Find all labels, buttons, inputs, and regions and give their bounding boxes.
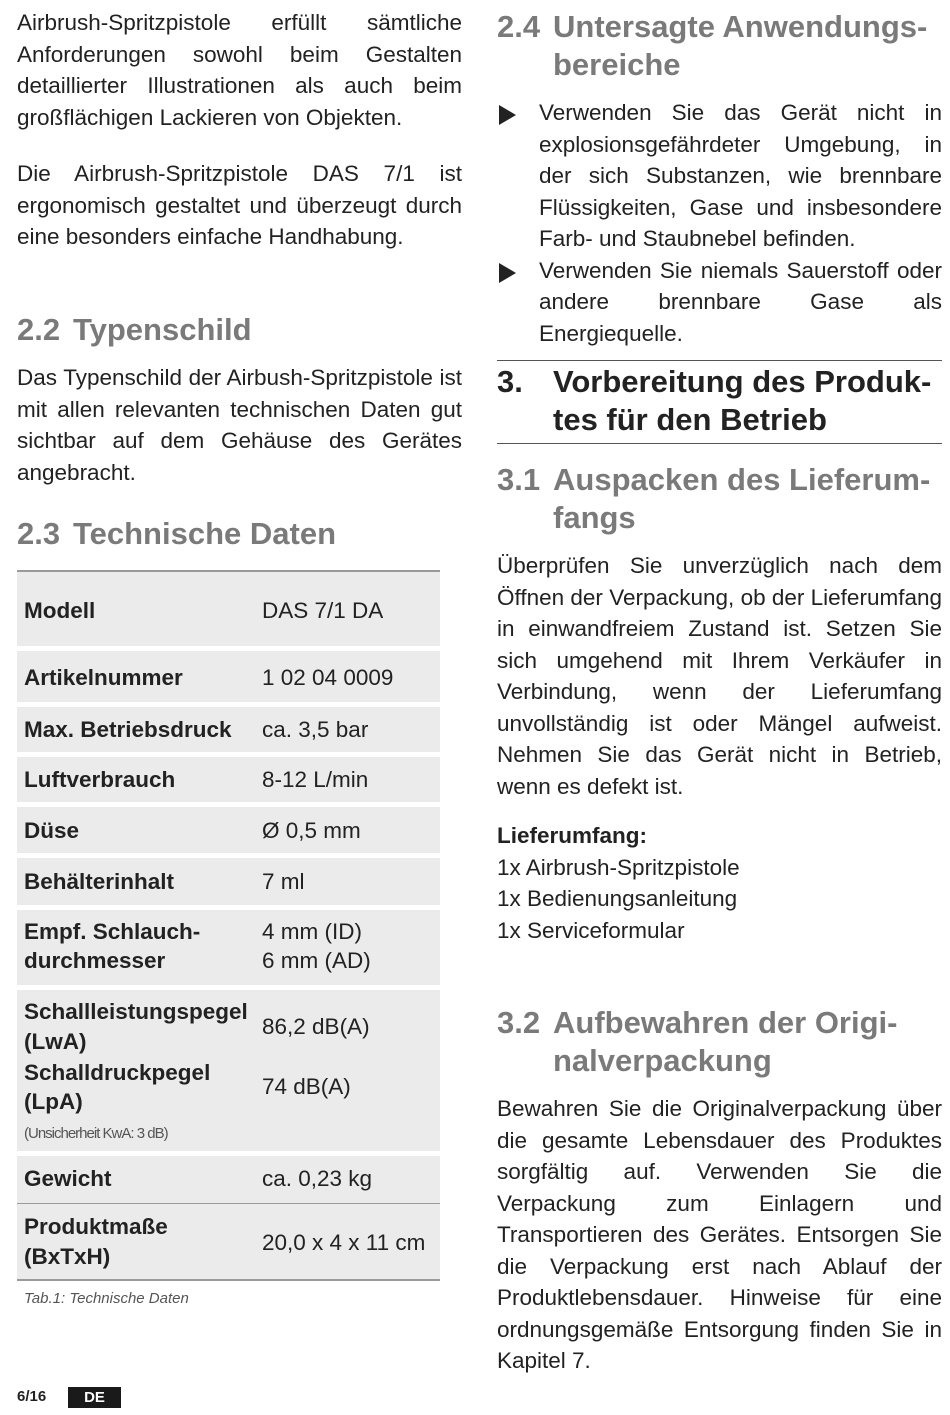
row-key: Behälterinhalt [24, 869, 175, 894]
row-key-b-line-1: Schalldruckpegel [24, 1060, 211, 1085]
delivery-contents [497, 820, 942, 946]
section-3-1-heading [497, 461, 950, 537]
row-value-line-2: 6 mm (AD) [262, 948, 371, 973]
table-row [17, 807, 440, 858]
row-value: ca. 0,23 kg [262, 1166, 373, 1191]
delivery-item: 1x Bedienungsanleitung [497, 886, 738, 911]
list-item-text: Verwenden Sie das Gerät nicht in explosionsgefährdeter Umgebung, in der sich Substanzen, wie brennbare Flüssigkeiten, Gase und insbesondere Farb- und Staubnebel befinden. [539, 100, 942, 251]
list-item [497, 255, 942, 350]
triangle-bullet-icon [499, 105, 516, 125]
section-title-line-1: Aufbewahren der Origi- [553, 1005, 898, 1040]
row-key: Max. Betriebsdruck [24, 717, 232, 742]
section-2-4-heading [497, 8, 950, 84]
table-caption: Tab.1: Technische Daten [24, 1290, 189, 1307]
row-key: Artikelnummer [24, 665, 183, 690]
table-row-noise [17, 990, 440, 1156]
table-row [17, 1156, 440, 1204]
delivery-item: 1x Serviceformular [497, 917, 685, 943]
table-row [17, 910, 440, 990]
row-key-line-1: Empf. Schlauch- [24, 919, 201, 944]
section-3-2-heading [497, 1004, 950, 1080]
delivery-item: 1x Airbrush-Spritzpistole [497, 854, 740, 880]
section-number: 2.3 [17, 516, 61, 551]
section-title: Typenschild [73, 312, 252, 347]
row-value-a: 86,2 dB(A) [262, 1014, 370, 1039]
list-item [497, 97, 942, 255]
section-title-line-2: fangs [553, 500, 636, 535]
row-key: Luftverbrauch [24, 767, 176, 792]
row-key-line-2: (BxTxH) [24, 1244, 111, 1269]
delivery-label: Lieferumfang: [497, 823, 648, 848]
intro-paragraph-1: Airbrush-Spritzpistole erfüllt sämtliche Anforderungen sowohl beim Gestalten detaillierter Illustrationen als auch beim großflächigen Lackieren von Objekten. [17, 10, 462, 130]
section-number: 2.2 [17, 312, 61, 347]
table-row [17, 858, 440, 910]
table-row [17, 757, 440, 807]
list-item-text: Verwenden Sie niemals Sauerstoff oder andere brennbare Gase als Energiequelle. [539, 257, 942, 346]
row-value-line-1: 4 mm (ID) [262, 919, 362, 944]
row-key-line-2: durchmesser [24, 948, 166, 973]
table-row [17, 651, 440, 707]
section-title-line-2: nalverpackung [553, 1043, 772, 1078]
chapter-rule-bottom [497, 443, 942, 444]
section-title-line-1: Untersagte Anwendungs- [553, 9, 928, 44]
section-2-2-heading [17, 311, 513, 349]
chapter-number: 3. [497, 364, 523, 399]
row-key-b-line-2: (LpA) [24, 1089, 83, 1114]
row-key-a-line-1: Schallleistungspegel [24, 999, 248, 1024]
section-title-line-1: Auspacken des Lieferum- [553, 462, 931, 497]
row-key-a-line-2: (LwA) [24, 1029, 87, 1054]
row-key: Düse [24, 818, 80, 843]
section-2-2-text: Das Typenschild der Airbush-Spritzpistole ist mit allen relevanten technischen Daten gut sichtbar auf dem Gehäuse des Gerätes angebracht. [17, 365, 462, 485]
section-title: Technische Daten [73, 516, 337, 551]
section-3-2-text: Bewahren Sie die Originalverpackung über die gesamte Lebensdauer des Produktes sorgfältig auf. Verwenden Sie die Verpackung zum Einlagern und Transportieren des Gerätes. Entsorgen Sie die Verpackung erst nach Ablauf der Produktlebensdauer. Hinweise für eine ordnungsgemäße Entsorgung finden Sie in Kapitel 7. [497, 1096, 942, 1373]
row-value: DAS 7/1 DA [262, 598, 384, 623]
intro-paragraph-2: Die Airbrush-Spritzpistole DAS 7/1 ist ergonomisch gestaltet und überzeugt durch eine besonders einfache Handhabung. [17, 161, 462, 249]
section-number: 3.2 [497, 1005, 541, 1040]
row-value: 20,0 x 4 x 11 cm [262, 1230, 426, 1255]
section-number: 3.1 [497, 462, 541, 497]
chapter-title-line-2: tes für den Betrieb [553, 402, 827, 437]
section-3-1-text: Überprüfen Sie unverzüglich nach dem Öffnen der Verpackung, ob der Lieferumfang in einwandfreiem Zustand ist. Setzen Sie sich umgehend mit Ihrem Verkäufer in Verbindung, wenn der Lieferumfang unvollständig ist oder Mängel aufweist. Nehmen Sie das Gerät nicht in Betrieb, wenn es defekt ist. [497, 553, 942, 799]
row-value: 8-12 L/min [262, 767, 369, 792]
chapter-3-heading [497, 363, 950, 439]
section-number: 2.4 [497, 9, 541, 44]
table-row [17, 707, 440, 757]
page-number: 6/16 [17, 1388, 47, 1405]
row-value: Ø 0,5 mm [262, 818, 361, 843]
table-row [17, 572, 440, 651]
row-value: 1 02 04 0009 [262, 665, 394, 690]
row-key-line-1: Produktmaße [24, 1214, 168, 1239]
chapter-rule-top [497, 360, 942, 361]
row-value: 7 ml [262, 869, 305, 894]
section-2-3-heading [17, 515, 513, 553]
row-value: ca. 3,5 bar [262, 717, 369, 742]
triangle-bullet-icon [499, 263, 516, 283]
row-value-b: 74 dB(A) [262, 1074, 351, 1099]
language-badge: DE [68, 1387, 121, 1408]
table-row [17, 1204, 440, 1281]
prohibited-uses-list [497, 97, 942, 349]
uncertainty-note: (Unsicherheit KwA: 3 dB) [24, 1125, 168, 1142]
technical-data-table [17, 570, 440, 1281]
row-key: Gewicht [24, 1166, 112, 1191]
section-title-line-2: bereiche [553, 47, 681, 82]
chapter-title-line-1: Vorbereitung des Produk- [553, 364, 932, 399]
row-key: Modell [24, 598, 96, 623]
